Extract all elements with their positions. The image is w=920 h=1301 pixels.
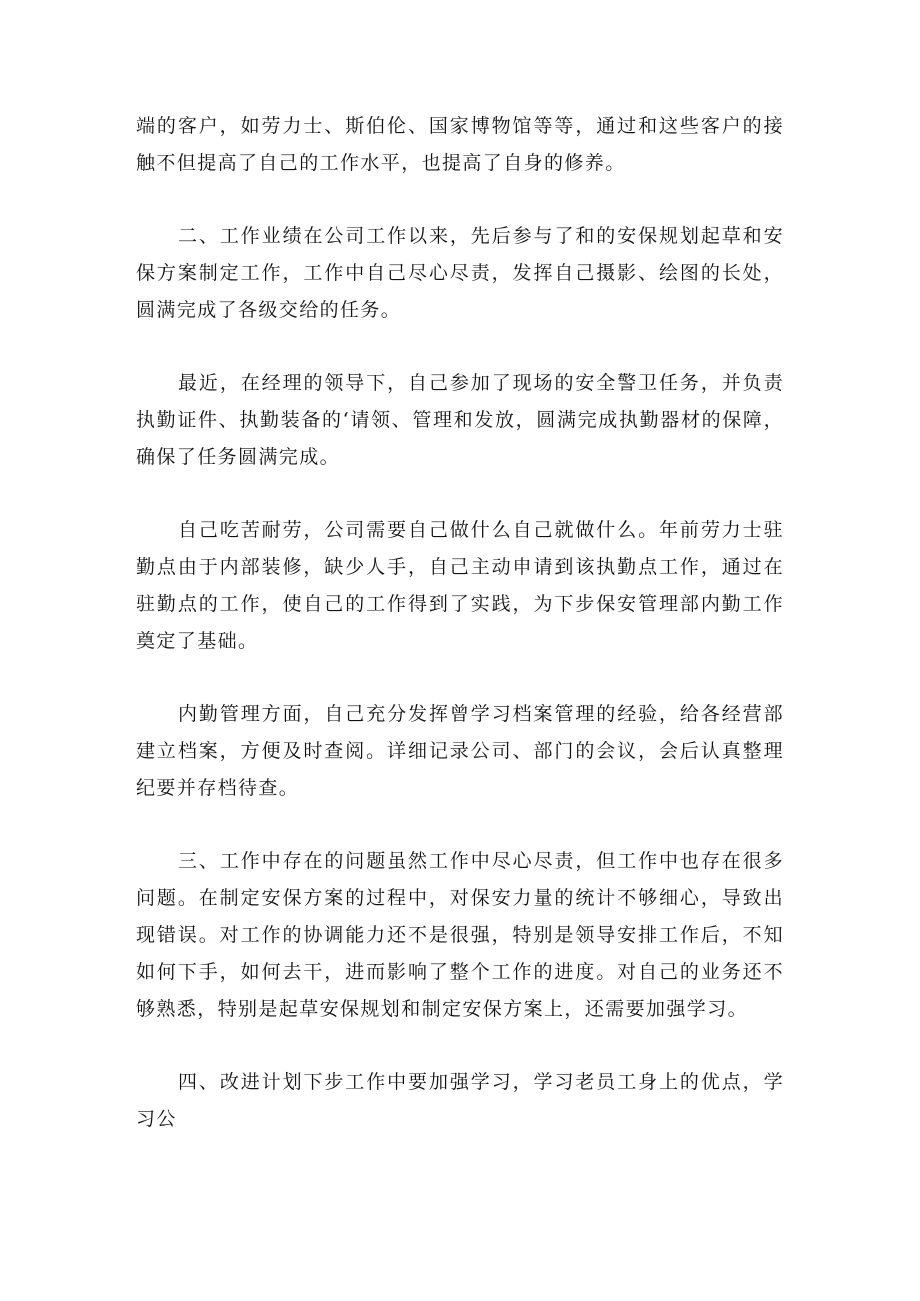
paragraph-work-performance: 二、工作业绩在公司工作以来，先后参与了和的安保规划起草和安保方案制定工作，工作中自己尽心尽责，发挥自己摄影、绘图的长处，圆满完成了各级交给的任务。 [136, 225, 784, 321]
paragraph-existing-problems: 三、工作中存在的问题虽然工作中尽心尽责，但工作中也存在很多问题。在制定安保方案的过程中，对保安力量的统计不够细心，导致出现错误。对工作的协调能力还不是很强，特别是领导安排工作后，不知如何下手，如何去干，进而影响了整个工作的进度。对自己的业务还不够熟悉，特别是起草安保规划和制定安保方案上，还需要加强学习。 [136, 850, 784, 1020]
paragraph-improvement-plan: 四、改进计划下步工作中要加强学习，学习老员工身上的优点，学习公 [136, 1071, 784, 1130]
paragraph-1-continuation: 端的客户，如劳力士、斯伯伦、国家博物馆等等，通过和这些客户的接触不但提高了自己的工作水平，也提高了自身的修养。 [136, 115, 784, 174]
paragraph-internal-management: 内勤管理方面，自己充分发挥曾学习档案管理的经验，给各经营部建立档案，方便及时查阅。详细记录公司、部门的会议，会后认真整理纪要并存档待查。 [136, 703, 784, 799]
paragraph-security-task: 最近，在经理的领导下，自己参加了现场的安全警卫任务，并负责执勤证件、执勤装备的‘请领、管理和发放，圆满完成执勤器材的保障，确保了任务圆满完成。 [136, 372, 784, 468]
paragraph-hard-work: 自己吃苦耐劳，公司需要自己做什么自己就做什么。年前劳力士驻勤点由于内部装修，缺少人手，自己主动申请到该执勤点工作，通过在驻勤点的工作，使自己的工作得到了实践，为下步保安管理部内勤工作奠定了基础。 [136, 519, 784, 652]
document-body [136, 108, 784, 1138]
